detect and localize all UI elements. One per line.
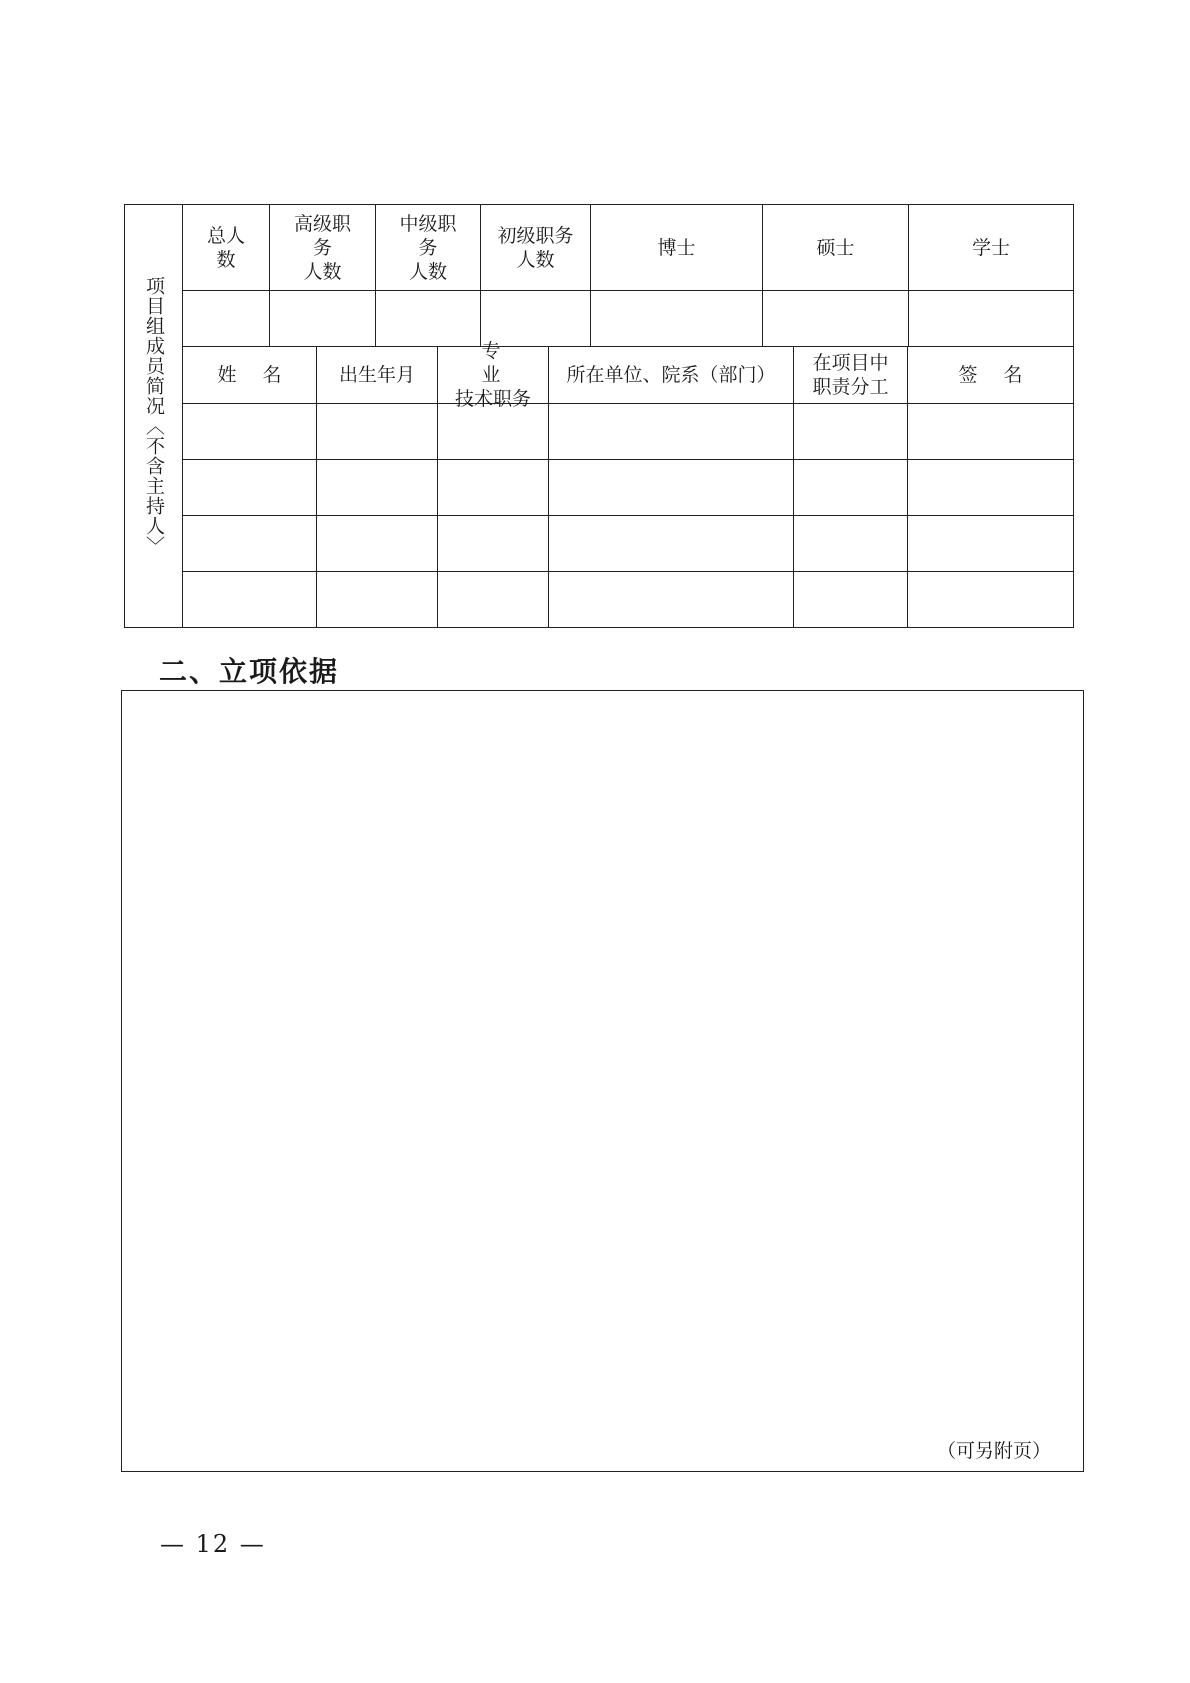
- member-unit-field[interactable]: [549, 460, 794, 515]
- count-value-row: [183, 290, 1073, 346]
- member-birth-field[interactable]: [317, 516, 438, 571]
- member-duty-field[interactable]: [794, 460, 908, 515]
- member-row: [183, 571, 1073, 627]
- member-birth-field[interactable]: [317, 572, 438, 627]
- header-sign: 签名: [958, 364, 1049, 386]
- mid-count-field[interactable]: [376, 291, 481, 346]
- member-title-field[interactable]: [438, 404, 549, 459]
- ms-count-field[interactable]: [763, 291, 909, 346]
- header-senior: 高级职 务 人数: [270, 205, 376, 290]
- header-title-line2: 技术职务: [454, 388, 531, 410]
- member-unit-field[interactable]: [549, 404, 794, 459]
- member-birth-field[interactable]: [317, 404, 438, 459]
- header-unit: 所在单位、院系（部门）: [549, 347, 794, 403]
- member-sign-field[interactable]: [908, 516, 1073, 571]
- member-unit-field[interactable]: [549, 516, 794, 571]
- detail-header-row: [183, 340, 1073, 410]
- members-grid: [183, 205, 1073, 627]
- member-name-field[interactable]: [183, 404, 317, 459]
- section-heading: 二、立项依据: [159, 655, 340, 688]
- member-title-field[interactable]: [438, 460, 549, 515]
- member-unit-field[interactable]: [549, 572, 794, 627]
- bs-count-field[interactable]: [909, 291, 1073, 346]
- page-number: — 12 —: [160, 1530, 266, 1558]
- header-title-line1: 专业: [481, 340, 549, 386]
- member-row: [183, 403, 1073, 459]
- header-bs: 学士: [971, 236, 1010, 259]
- header-mid: 中级职 务 人数: [376, 205, 481, 290]
- header-name: 姓名: [183, 347, 317, 403]
- count-header-row: [183, 205, 1073, 290]
- header-birth: 出生年月: [317, 347, 438, 403]
- header-total: 总人 数: [183, 205, 270, 290]
- member-duty-field[interactable]: [794, 516, 908, 571]
- member-birth-field[interactable]: [317, 460, 438, 515]
- basis-text-area[interactable]: [121, 690, 1084, 1472]
- member-name-field[interactable]: [183, 572, 317, 627]
- member-name-field[interactable]: [183, 460, 317, 515]
- junior-count-field[interactable]: [481, 291, 591, 346]
- member-title-field[interactable]: [438, 572, 549, 627]
- member-name-field[interactable]: [183, 516, 317, 571]
- member-duty-field[interactable]: [794, 404, 908, 459]
- member-row: [183, 515, 1073, 571]
- member-title-field[interactable]: [438, 516, 549, 571]
- member-sign-field[interactable]: [908, 404, 1073, 459]
- member-duty-field[interactable]: [794, 572, 908, 627]
- total-count-field[interactable]: [183, 291, 270, 346]
- senior-count-field[interactable]: [270, 291, 376, 346]
- member-row: [183, 459, 1073, 515]
- member-sign-field[interactable]: [908, 460, 1073, 515]
- phd-count-field[interactable]: [591, 291, 763, 346]
- header-duty: 在项目中 职责分工: [794, 347, 908, 403]
- member-sign-field[interactable]: [908, 572, 1073, 627]
- header-junior: 初级职务 人数: [481, 205, 591, 290]
- members-table: [124, 204, 1074, 628]
- header-phd: 博士: [591, 205, 763, 290]
- basis-note: （可另附页）: [936, 1440, 1051, 1462]
- members-side-label-text: 项目组成员简况︿不含主持人﹀: [143, 276, 165, 556]
- header-ms: 硕士: [763, 205, 909, 290]
- header-title: [438, 340, 549, 410]
- members-side-label: [125, 205, 183, 627]
